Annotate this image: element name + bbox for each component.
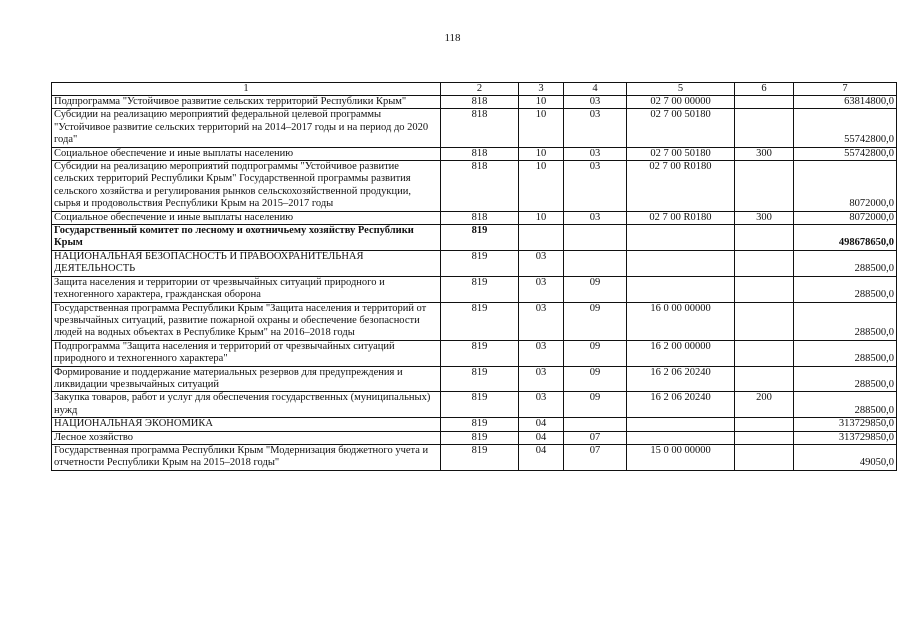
column-header: 7: [794, 83, 897, 96]
subsection-code: [564, 418, 627, 431]
subsection-code: 09: [564, 366, 627, 392]
table-row: [52, 418, 897, 431]
table-row: [52, 431, 897, 444]
column-header: 6: [735, 83, 794, 96]
section-code: 10: [519, 96, 564, 109]
subsection-code: 03: [564, 211, 627, 224]
table-row: [52, 161, 897, 212]
amount: 49050,0: [794, 444, 897, 470]
table-header-row: [52, 83, 897, 96]
target-code: 02 7 00 50180: [627, 147, 735, 160]
expense-type-code: 300: [735, 147, 794, 160]
target-code: 16 2 06 20240: [627, 392, 735, 418]
expense-type-code: [735, 161, 794, 212]
org-code: 819: [441, 340, 519, 366]
target-code: 02 7 00 R0180: [627, 211, 735, 224]
expense-type-code: [735, 250, 794, 276]
table-row: [52, 147, 897, 160]
target-code: 02 7 00 00000: [627, 96, 735, 109]
table-row: [52, 392, 897, 418]
row-name: Закупка товаров, работ и услуг для обеспечения государственных (муниципальных) нужд: [52, 392, 441, 418]
expense-type-code: [735, 225, 794, 251]
target-code: 02 7 00 50180: [627, 109, 735, 147]
table-row: [52, 250, 897, 276]
subsection-code: 09: [564, 392, 627, 418]
section-code: 03: [519, 366, 564, 392]
section-code: 04: [519, 431, 564, 444]
org-code: 819: [441, 366, 519, 392]
section-code: 10: [519, 161, 564, 212]
amount: 313729850,0: [794, 418, 897, 431]
column-header: 2: [441, 83, 519, 96]
subsection-code: 09: [564, 302, 627, 340]
row-name: Подпрограмма "Защита населения и территорий от чрезвычайных ситуаций природного и техногенного характера": [52, 340, 441, 366]
org-code: 818: [441, 161, 519, 212]
subsection-code: 07: [564, 444, 627, 470]
section-code: 03: [519, 392, 564, 418]
subsection-code: 03: [564, 96, 627, 109]
expense-type-code: 300: [735, 211, 794, 224]
column-header: 3: [519, 83, 564, 96]
column-header: 1: [52, 83, 441, 96]
org-code: 818: [441, 96, 519, 109]
table-row: [52, 211, 897, 224]
subsection-code: [564, 250, 627, 276]
org-code: 818: [441, 211, 519, 224]
table-row: [52, 340, 897, 366]
amount: 288500,0: [794, 340, 897, 366]
row-name: НАЦИОНАЛЬНАЯ ЭКОНОМИКА: [52, 418, 441, 431]
target-code: 02 7 00 R0180: [627, 161, 735, 212]
row-name: Государственная программа Республики Крым "Защита населения и территорий от чрезвычайных ситуаций, развитие пожарной охраны и обеспечение безопасности людей на водных объектах в Республике Крым" на 2016–2018 годы: [52, 302, 441, 340]
subsection-code: 09: [564, 276, 627, 302]
table-row: [52, 276, 897, 302]
section-code: 10: [519, 211, 564, 224]
row-name: Формирование и поддержание материальных резервов для предупреждения и ликвидации чрезвычайных ситуаций: [52, 366, 441, 392]
expense-type-code: 200: [735, 392, 794, 418]
org-code: 819: [441, 225, 519, 251]
section-code: 10: [519, 147, 564, 160]
table-row: [52, 302, 897, 340]
org-code: 819: [441, 392, 519, 418]
column-header: 5: [627, 83, 735, 96]
section-code: 03: [519, 250, 564, 276]
row-name: Государственная программа Республики Крым "Модернизация бюджетного учета и отчетности Республики Крым на 2015–2018 годы": [52, 444, 441, 470]
expense-type-code: [735, 96, 794, 109]
table-row: [52, 366, 897, 392]
amount: 288500,0: [794, 250, 897, 276]
subsection-code: 09: [564, 340, 627, 366]
subsection-code: [564, 225, 627, 251]
amount: 498678650,0: [794, 225, 897, 251]
expense-type-code: [735, 109, 794, 147]
table-row: [52, 96, 897, 109]
org-code: 819: [441, 418, 519, 431]
target-code: [627, 431, 735, 444]
expense-type-code: [735, 276, 794, 302]
subsection-code: 07: [564, 431, 627, 444]
section-code: 10: [519, 109, 564, 147]
expense-type-code: [735, 340, 794, 366]
row-name: Субсидии на реализацию мероприятий федеральной целевой программы "Устойчивое развитие сельских территорий на 2014–2017 годы и на период до 2020 года": [52, 109, 441, 147]
table-row: [52, 225, 897, 251]
budget-table: [51, 82, 897, 471]
row-name: Лесное хозяйство: [52, 431, 441, 444]
amount: 8072000,0: [794, 211, 897, 224]
subsection-code: 03: [564, 109, 627, 147]
subsection-code: 03: [564, 161, 627, 212]
org-code: 819: [441, 302, 519, 340]
target-code: [627, 276, 735, 302]
amount: 55742800,0: [794, 147, 897, 160]
target-code: [627, 418, 735, 431]
org-code: 819: [441, 250, 519, 276]
org-code: 819: [441, 444, 519, 470]
org-code: 819: [441, 276, 519, 302]
amount: 63814800,0: [794, 96, 897, 109]
section-code: 04: [519, 444, 564, 470]
target-code: 15 0 00 00000: [627, 444, 735, 470]
section-code: 04: [519, 418, 564, 431]
target-code: 16 2 00 00000: [627, 340, 735, 366]
expense-type-code: [735, 302, 794, 340]
target-code: 16 2 06 20240: [627, 366, 735, 392]
org-code: 818: [441, 147, 519, 160]
subsection-code: 03: [564, 147, 627, 160]
expense-type-code: [735, 366, 794, 392]
amount: 313729850,0: [794, 431, 897, 444]
amount: 288500,0: [794, 366, 897, 392]
section-code: 03: [519, 276, 564, 302]
target-code: 16 0 00 00000: [627, 302, 735, 340]
table-row: [52, 444, 897, 470]
row-name: Подпрограмма "Устойчивое развитие сельских территорий Республики Крым": [52, 96, 441, 109]
column-header: 4: [564, 83, 627, 96]
section-code: 03: [519, 302, 564, 340]
table-row: [52, 109, 897, 147]
target-code: [627, 250, 735, 276]
target-code: [627, 225, 735, 251]
amount: 8072000,0: [794, 161, 897, 212]
amount: 288500,0: [794, 392, 897, 418]
expense-type-code: [735, 431, 794, 444]
section-code: 03: [519, 340, 564, 366]
row-name: НАЦИОНАЛЬНАЯ БЕЗОПАСНОСТЬ И ПРАВООХРАНИТЕЛЬНАЯ ДЕЯТЕЛЬНОСТЬ: [52, 250, 441, 276]
section-code: [519, 225, 564, 251]
row-name: Субсидии на реализацию мероприятий подпрограммы "Устойчивое развитие сельских территорий Республики Крым" Государственной программы развития сельского хозяйства и регулирования рынков сельскохозяйственной продукции, сырья и продовольствия Республики Крым на 2015–2017 годы: [52, 161, 441, 212]
org-code: 819: [441, 431, 519, 444]
row-name: Социальное обеспечение и иные выплаты населению: [52, 211, 441, 224]
org-code: 818: [441, 109, 519, 147]
row-name: Государственный комитет по лесному и охотничьему хозяйству Республики Крым: [52, 225, 441, 251]
expense-type-code: [735, 418, 794, 431]
amount: 288500,0: [794, 302, 897, 340]
row-name: Защита населения и территории от чрезвычайных ситуаций природного и техногенного характера, гражданская оборона: [52, 276, 441, 302]
expense-type-code: [735, 444, 794, 470]
amount: 55742800,0: [794, 109, 897, 147]
page-number: 118: [444, 32, 461, 44]
row-name: Социальное обеспечение и иные выплаты населению: [52, 147, 441, 160]
amount: 288500,0: [794, 276, 897, 302]
